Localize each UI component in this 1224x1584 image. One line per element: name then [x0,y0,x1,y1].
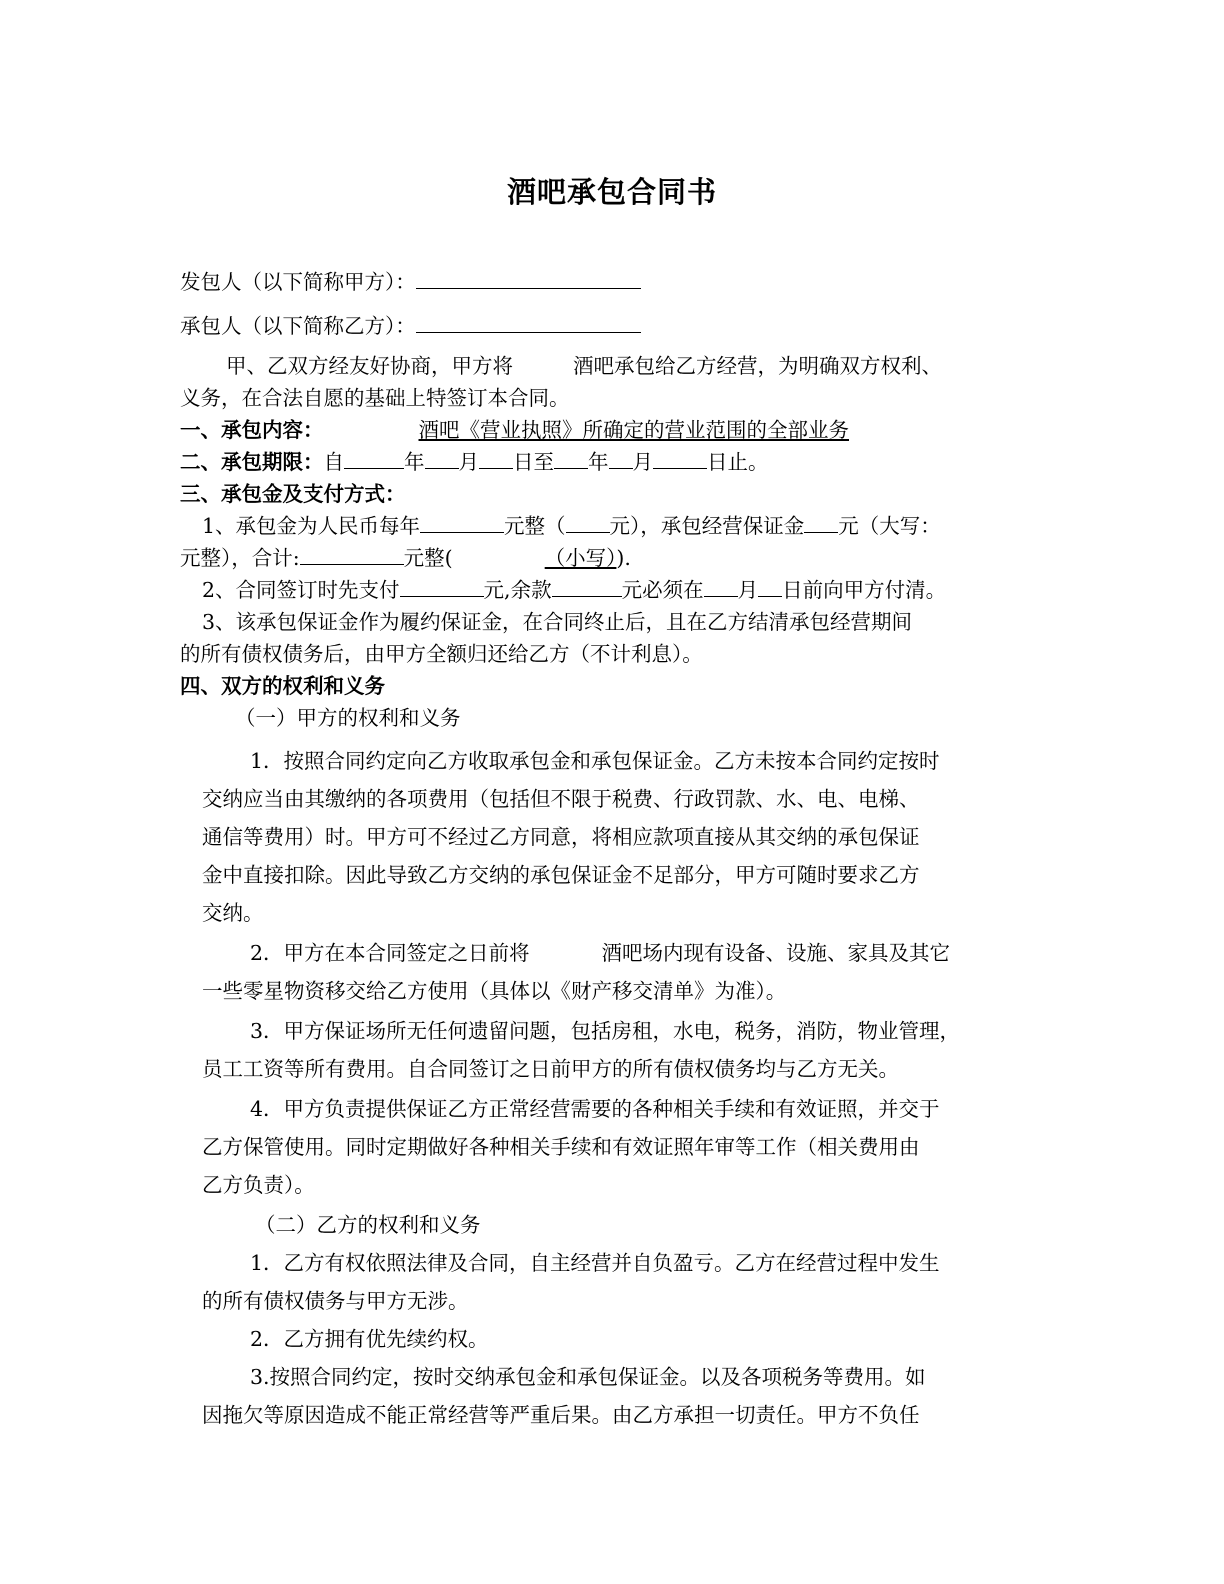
prepay-blank[interactable] [400,574,484,597]
section-3 [180,478,1035,510]
party-a-label: 发包人（以下简称甲方）： [180,270,416,294]
intro-line-1: 甲、乙双方经友好协商，甲方将 酒吧承包给乙方经营，为明确双方权利、 [226,354,942,378]
s3-p1-line-1: 1、承包金为人民币每年 元整（ 元），承包经营保证金 元（大写： [202,510,1035,542]
section-3-heading: 三、承包金及支付方式： [180,482,406,506]
balance-blank[interactable] [552,574,622,597]
party-a-blank[interactable] [416,266,641,289]
party-b-blank[interactable] [416,310,641,333]
start-day-blank[interactable] [479,446,513,469]
a4-paragraph: 4．甲方负责提供保证乙方正常经营需要的各种相关手续和有效证照，并交于 乙方保管使用。同时定期做好各种相关手续和有效证照年审等工作（相关费用由 乙方负责）。 [202,1097,940,1197]
b3-paragraph: 3.按照合同约定，按时交纳承包金和承包保证金。以及各项税务等费用。如 因拖欠等原因造成不能正常经营等严重后果。由乙方承担一切责任。甲方不负任 [202,1365,926,1427]
section-1-heading: 一、承包内容： [180,418,324,442]
start-year-blank[interactable] [344,446,404,469]
section-1-content: 酒吧《营业执照》所确定的营业范围的全部业务 [418,418,849,442]
subsection-a: （一）甲方的权利和义务 [235,706,461,730]
party-a-line [180,262,1035,302]
s3-p3-line-1: 3、该承包保证金作为履约保证金，在合同终止后，且在乙方结清承包经营期间 [202,610,913,634]
party-b-label: 承包人（以下简称乙方）： [180,314,416,338]
due-month-blank[interactable] [704,574,738,597]
a1-paragraph: 1．按照合同约定向乙方收取承包金和承包保证金。乙方未按本合同约定按时 交纳应当由其缴纳的各项费用（包括但不限于税费、行政罚款、水、电、电梯、 通信等费用）时。甲方可不经过乙方同意，将相应款项直接从其交纳的承包保证 金中直接扣除。因此导致乙方交纳的承包保证金不足部分，甲方可随时要求乙方 交纳。 [202,749,940,925]
annual-fee-number-blank[interactable] [566,510,610,533]
intro-line-2: 义务，在合法自愿的基础上特签订本合同。 [180,386,570,410]
s3-p2: 2、合同签订时先支付 元,余款 元必须在 月 日前向甲方付清。 [202,574,1035,606]
deposit-blank[interactable] [804,510,838,533]
section-4-heading: 四、双方的权利和义务 [180,674,385,698]
a3-paragraph: 3．甲方保证场所无任何遗留问题，包括房租，水电，税务，消防，物业管理， 员工工资等所有费用。自合同签订之日前甲方的所有债权债务均与乙方无关。 [202,1019,961,1081]
section-2-heading: 二、承包期限： [180,450,324,474]
b2-paragraph: 2．乙方拥有优先续约权。 [250,1327,489,1351]
section-1 [180,414,1035,446]
end-month-blank[interactable] [609,446,633,469]
page-title: 酒吧承包合同书 [506,175,717,209]
contract-body [180,262,1035,1434]
annual-fee-blank[interactable] [420,510,504,533]
start-month-blank[interactable] [425,446,459,469]
end-year-blank[interactable] [554,446,588,469]
due-day-blank[interactable] [758,574,782,597]
section-4 [180,670,1035,702]
party-b-line [180,306,1035,346]
a2-paragraph: 2．甲方在本合同签定之日前将 酒吧场内现有设备、设施、家具及其它 一些零星物资移交给乙方使用（具体以《财产移交清单》为准）。 [202,941,951,1003]
b1-paragraph: 1．乙方有权依照法律及合同，自主经营并自负盈亏。乙方在经营过程中发生 的所有债权债务与甲方无涉。 [202,1251,940,1313]
s3-p3-line-2: 的所有债权债务后，由甲方全额归还给乙方（不计利息）。 [180,642,703,666]
s3-p1-line-2: 元整），合计: 元整( （小写）). [180,542,1035,574]
total-blank[interactable] [300,542,404,565]
end-day-blank[interactable] [653,446,707,469]
subsection-b: （二）乙方的权利和义务 [255,1213,481,1237]
section-2: 二、承包期限：自 年 月 日至 年 月 日止。 [180,446,1035,478]
